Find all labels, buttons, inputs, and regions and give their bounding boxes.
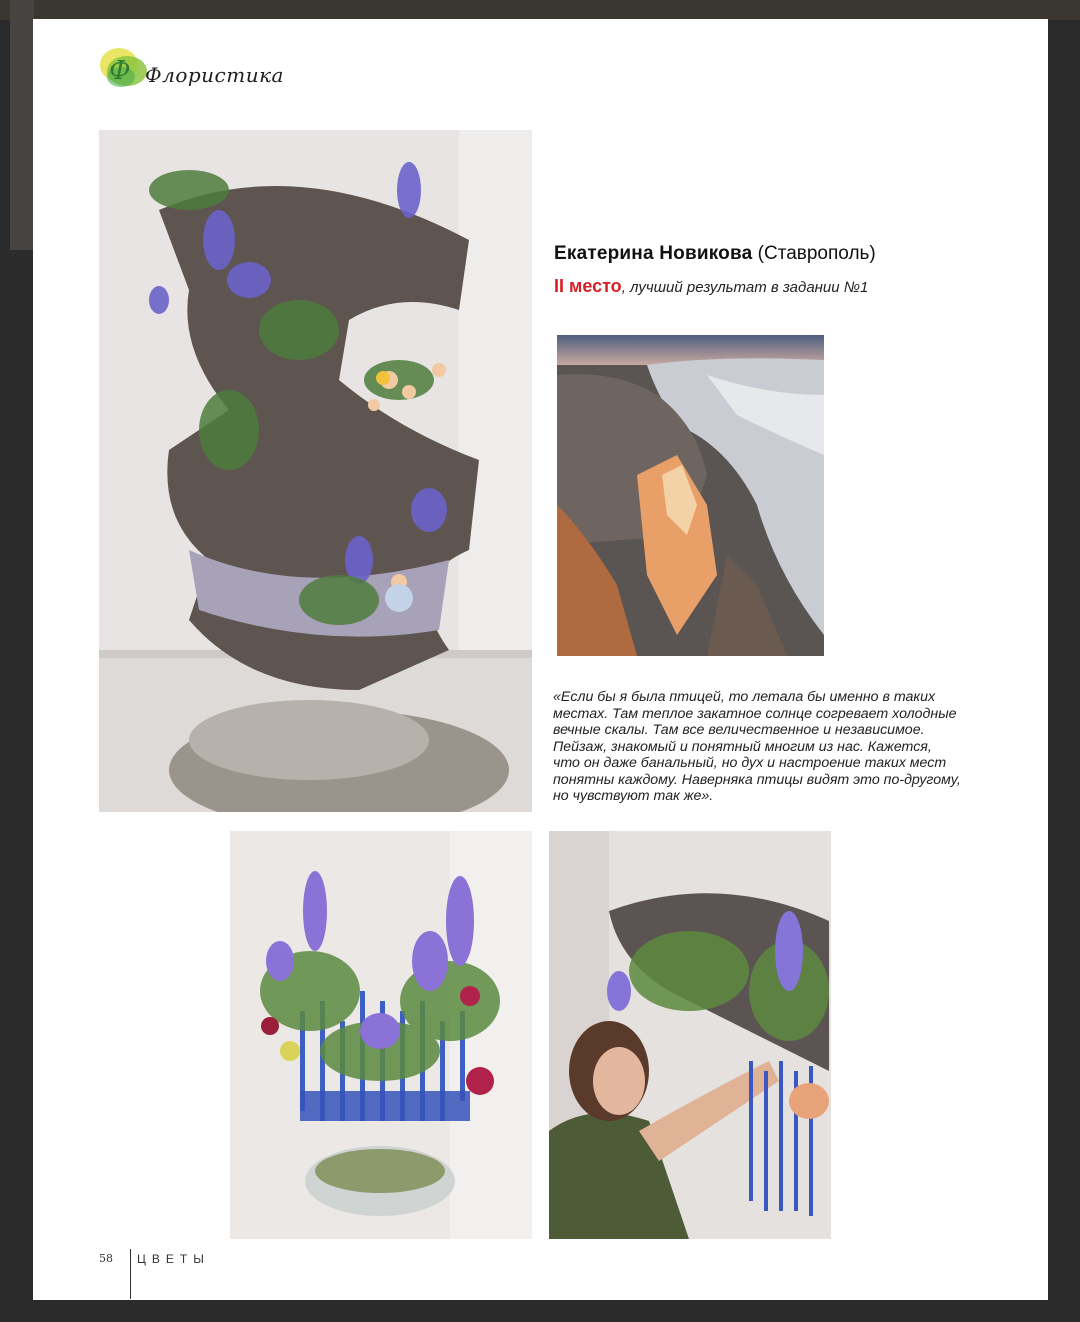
quote-line: местах. Там теплое закатное солнце согревает холодные [553, 705, 957, 722]
rank-label: II место [554, 276, 622, 296]
footer-divider [130, 1249, 131, 1299]
quote-text [553, 689, 993, 805]
background-strip [0, 0, 1080, 20]
magazine-page [33, 19, 1048, 1300]
logo-text: Флористика [145, 63, 284, 87]
background-panel [10, 0, 34, 250]
quote-line: понятны каждому. Наверняка птицы видят это по-другому, [553, 771, 961, 788]
quote-line: что он даже банальный, но дух и настроение таких мест [553, 755, 947, 771]
author-line [554, 243, 876, 265]
page-number: 58 [99, 1252, 113, 1265]
bouquet-photo [230, 831, 532, 1239]
quote-line: вечные скалы. Там все величественное и независимое. [553, 722, 925, 738]
author-name: Екатерина Новикова [554, 243, 753, 264]
svg-text:Ф: Ф [109, 56, 131, 86]
author-city: (Ставрополь) [752, 243, 876, 264]
quote-line: «Если бы я была птицей, то летала бы именно в таких [553, 689, 936, 705]
quote-line: но чувствуют так же». [553, 788, 714, 804]
logo [99, 43, 299, 95]
sculpture-photo [99, 130, 532, 812]
placement-line [554, 276, 868, 297]
magazine-name: ЦВЕТЫ [137, 1252, 210, 1266]
landscape-photo [557, 335, 824, 656]
quote-line: Пейзаж, знакомый и понятный многим из нас. Кажется, [553, 738, 932, 755]
rank-description: , лучший результат в задании №1 [621, 279, 869, 296]
florist-photo [549, 831, 831, 1239]
